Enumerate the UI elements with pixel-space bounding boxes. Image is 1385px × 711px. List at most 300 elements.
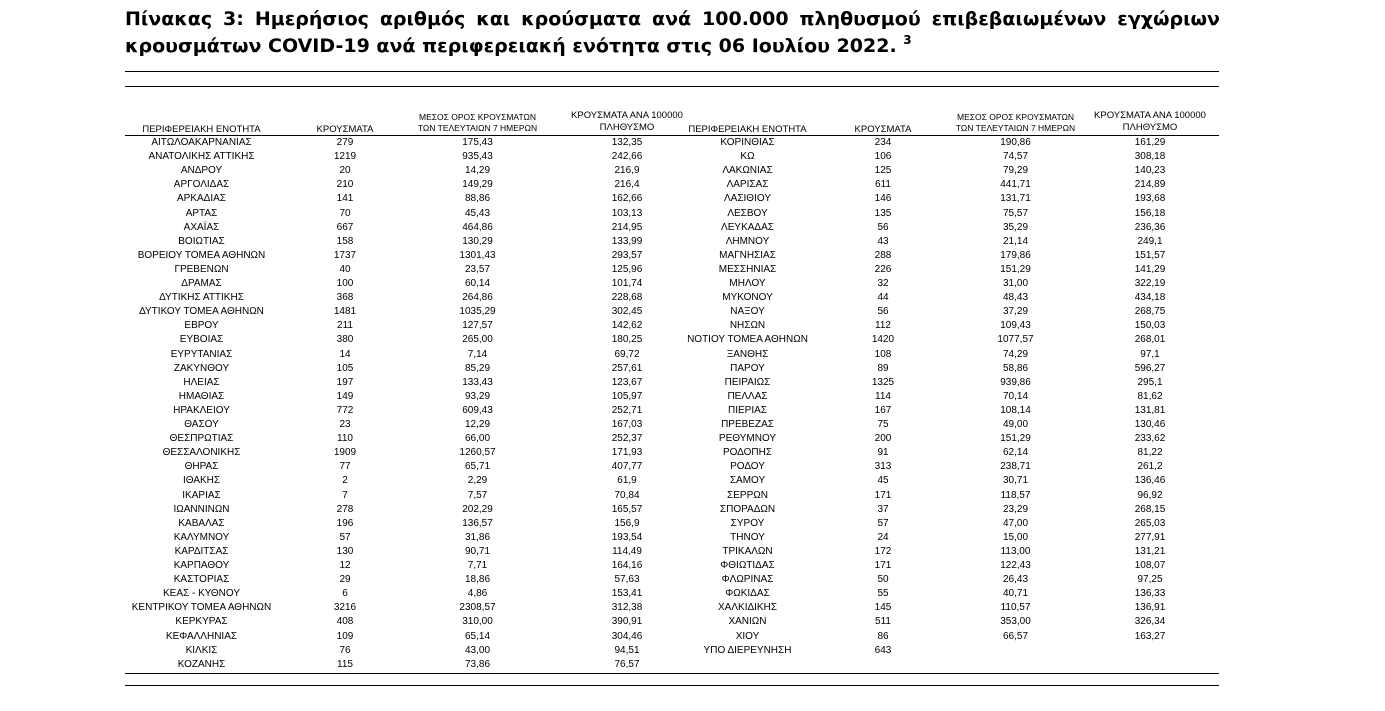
per100k-cell: 233,62 <box>1134 433 1166 445</box>
cases-cell: 55 <box>877 588 889 600</box>
table-row-right <box>125 362 1219 376</box>
per100k-cell: 151,57 <box>1134 249 1166 261</box>
region-cell: ΑΡΓΟΛΙΔΑΣ <box>173 179 230 191</box>
region-cell: ΘΗΡΑΣ <box>184 461 219 473</box>
region-cell: ΓΡΕΒΕΝΩΝ <box>174 263 229 275</box>
table-row-right <box>125 390 1219 404</box>
avg-cell: 264,86 <box>462 292 493 304</box>
region-cell: ΚΑΒΑΛΑΣ <box>178 517 225 529</box>
avg-cell: 7,57 <box>467 489 488 501</box>
region-cell: ΜΕΣΣΗΝΙΑΣ <box>718 263 777 275</box>
cases-cell: 37 <box>877 503 889 515</box>
region-cell: ΑΡΤΑΣ <box>185 207 218 219</box>
table-caption <box>125 6 1220 60</box>
avg-cell: 74,29 <box>1002 348 1029 360</box>
table-row-right <box>125 418 1219 432</box>
header-region-left: ΠΕΡΙΦΕΡΕΙΑΚΗ ΕΝΟΤΗΤΑ <box>142 124 261 135</box>
avg-cell: 939,86 <box>1000 376 1031 388</box>
table-row-right <box>125 460 1219 474</box>
region-cell: ΠΙΕΡΙΑΣ <box>728 404 767 416</box>
per100k-cell: 130,46 <box>1134 419 1166 430</box>
region-cell: ΝΑΞΟΥ <box>730 306 765 318</box>
cases-cell: 56 <box>877 221 889 233</box>
per100k-cell: 156,9 <box>614 517 640 529</box>
region-cell: ΙΚΑΡΙΑΣ <box>182 489 221 501</box>
cases-cell: 1420 <box>871 334 895 346</box>
per100k-cell: 108,07 <box>1134 560 1166 571</box>
avg-cell: 70,14 <box>1002 390 1029 402</box>
cases-cell: 75 <box>877 419 889 430</box>
cases-cell: 109 <box>336 630 354 642</box>
region-cell: ΧΑΝΙΩΝ <box>728 616 767 628</box>
cases-cell: 145 <box>874 602 892 614</box>
avg-cell: 12,29 <box>464 419 491 430</box>
region-cell: ΑΡΚΑΔΙΑΣ <box>177 193 226 205</box>
table-row-right <box>125 432 1219 446</box>
table-row-right <box>125 545 1219 559</box>
avg-cell: 310,00 <box>462 616 493 628</box>
table-row-right <box>125 474 1219 488</box>
region-cell: ΘΕΣΣΑΛΟΝΙΚΗΣ <box>162 447 241 459</box>
cases-cell: 197 <box>336 376 354 388</box>
per100k-cell: 268,15 <box>1134 503 1166 515</box>
avg-cell: 1077,57 <box>997 334 1034 346</box>
per100k-cell: 268,01 <box>1134 334 1166 346</box>
per100k-cell: 326,34 <box>1134 616 1166 628</box>
cases-cell: 44 <box>877 292 889 304</box>
region-cell: ΝΗΣΩΝ <box>729 320 766 332</box>
cases-cell: 130 <box>336 545 354 557</box>
cases-cell: 149 <box>336 390 354 402</box>
region-cell: ΜΑΓΝΗΣΙΑΣ <box>719 249 776 261</box>
avg-cell: 74,57 <box>1002 151 1029 163</box>
cases-cell: 56 <box>877 306 889 318</box>
cases-cell: 114 <box>875 390 891 402</box>
per100k-cell: 140,23 <box>1134 165 1166 177</box>
per100k-cell: 167,03 <box>611 419 643 430</box>
table-row-right <box>125 644 1219 658</box>
region-cell: ΗΡΑΚΛΕΙΟΥ <box>173 404 230 416</box>
per100k-cell: 293,57 <box>611 249 643 261</box>
table-row-right <box>125 291 1219 305</box>
avg-cell: 35,29 <box>1002 221 1029 233</box>
table-row-right <box>125 319 1219 333</box>
avg-cell: 66,57 <box>1002 630 1029 642</box>
cases-cell: 278 <box>336 503 354 515</box>
per100k-cell: 216,4 <box>614 179 640 191</box>
cases-cell: 171 <box>874 560 892 571</box>
cases-cell: 1481 <box>333 306 357 318</box>
cases-cell: 106 <box>874 151 892 163</box>
avg-cell: 441,71 <box>1000 179 1031 191</box>
avg-cell: 47,00 <box>1002 517 1029 529</box>
per100k-cell: 132,35 <box>611 137 643 148</box>
avg-cell: 90,71 <box>464 545 491 557</box>
table-row-right <box>125 277 1219 291</box>
per100k-cell: 193,68 <box>1134 193 1166 205</box>
avg-cell: 65,14 <box>464 630 491 642</box>
table-row-right <box>125 587 1219 601</box>
cases-cell: 380 <box>336 334 354 346</box>
avg-cell: 79,29 <box>1002 165 1029 177</box>
table-row-right <box>125 489 1219 503</box>
region-cell: ΔΡΑΜΑΣ <box>181 278 222 289</box>
region-cell: ΠΡΕΒΕΖΑΣ <box>721 419 774 430</box>
table-row-right <box>125 348 1219 362</box>
region-cell: ΑΙΤΩΛΟΑΚΑΡΝΑΝΙΑΣ <box>151 137 252 148</box>
cases-cell: 158 <box>336 235 354 247</box>
region-cell: ΥΠΟ ΔΙΕΡΕΥΝΗΣΗ <box>703 644 792 656</box>
avg-cell: 353,00 <box>1000 616 1031 628</box>
avg-cell: 62,14 <box>1002 447 1029 459</box>
cases-cell: 125 <box>874 165 892 177</box>
header-avg-left-1: ΜΕΣΟΣ ΟΡΟΣ ΚΡΟΥΣΜΑΤΩΝ <box>419 112 536 122</box>
avg-cell: 113,00 <box>1000 545 1031 557</box>
header-per100k-left-2: ΠΛΗΘΥΣΜΟ <box>599 122 655 133</box>
avg-cell: 609,43 <box>462 404 493 416</box>
cases-cell: 23 <box>339 419 351 430</box>
region-cell: ΛΑΚΩΝΙΑΣ <box>722 165 773 177</box>
per100k-cell: 97,1 <box>1140 348 1160 360</box>
header-per100k-left-1: ΚΡΟΥΣΜΑΤΑ ΑΝΑ 100000 <box>571 110 683 121</box>
avg-cell: 37,29 <box>1002 306 1029 318</box>
per100k-cell: 81,62 <box>1137 390 1163 402</box>
cases-cell: 210 <box>336 179 354 191</box>
table-header <box>125 108 1219 136</box>
header-per100k-right-2: ΠΛΗΘΥΣΜΟ <box>1122 122 1178 133</box>
cases-cell: 171 <box>874 489 892 501</box>
avg-cell: 118,57 <box>1000 489 1031 501</box>
cases-cell: 20 <box>339 165 351 177</box>
region-cell: ΑΝΔΡΟΥ <box>180 165 223 177</box>
table-row-right <box>125 503 1219 517</box>
avg-cell: 122,43 <box>1000 560 1031 571</box>
region-cell: ΠΕΛΛΑΣ <box>727 390 768 402</box>
region-cell: ΛΑΣΙΘΙΟΥ <box>724 193 771 205</box>
cases-cell: 611 <box>875 179 891 191</box>
avg-cell: 23,29 <box>1002 503 1029 515</box>
table-row-right <box>125 573 1219 587</box>
cases-cell: 89 <box>877 362 889 374</box>
table-row-right <box>125 249 1219 263</box>
cases-cell: 2 <box>342 475 348 487</box>
cases-cell: 57 <box>339 531 351 543</box>
cases-cell: 643 <box>874 644 892 656</box>
header-cases-right: ΚΡΟΥΣΜΑΤΑ <box>854 124 912 135</box>
header-region-right: ΠΕΡΙΦΕΡΕΙΑΚΗ ΕΝΟΤΗΤΑ <box>688 124 807 135</box>
per100k-cell: 257,61 <box>611 362 643 374</box>
table-row-right <box>125 446 1219 460</box>
cases-cell: 234 <box>874 137 892 148</box>
avg-cell: 127,57 <box>462 320 493 332</box>
per100k-cell: 76,57 <box>614 658 640 670</box>
region-cell: ΛΕΥΚΑΔΑΣ <box>721 221 774 233</box>
region-cell: ΔΥΤΙΚΟΥ ΤΟΜΕΑ ΑΘΗΝΩΝ <box>139 306 264 318</box>
header-cases-left: ΚΡΟΥΣΜΑΤΑ <box>316 124 374 135</box>
region-cell: ΛΑΡΙΣΑΣ <box>726 179 769 191</box>
region-cell: ΗΛΕΙΑΣ <box>183 376 220 388</box>
region-cell: ΘΕΣΠΡΩΤΙΑΣ <box>169 433 234 445</box>
cases-cell: 77 <box>339 461 351 473</box>
cases-cell: 288 <box>874 249 892 261</box>
region-cell: ΚΕΦΑΛΛΗΝΙΑΣ <box>165 630 238 642</box>
avg-cell: 65,71 <box>464 461 491 473</box>
avg-cell: 49,00 <box>1002 419 1029 430</box>
avg-cell: 21,14 <box>1002 235 1029 247</box>
bottom-rule-2 <box>125 685 1219 686</box>
per100k-cell: 105,97 <box>611 390 643 402</box>
table-row-right <box>125 150 1219 164</box>
avg-cell: 23,57 <box>464 263 491 275</box>
avg-cell: 26,43 <box>1002 574 1029 586</box>
table-row-right <box>125 615 1219 629</box>
per100k-cell: 407,77 <box>611 461 643 473</box>
cases-cell: 14 <box>339 348 351 360</box>
avg-cell: 75,57 <box>1002 207 1029 219</box>
cases-cell: 91 <box>877 447 889 459</box>
per100k-cell: 242,66 <box>611 151 643 163</box>
per100k-cell: 97,25 <box>1137 574 1163 586</box>
avg-cell: 130,29 <box>462 235 493 247</box>
cases-cell: 1325 <box>871 376 895 388</box>
per100k-cell: 171,93 <box>611 447 643 459</box>
avg-cell: 2,29 <box>467 475 488 487</box>
avg-cell: 131,71 <box>1000 193 1031 205</box>
cases-cell: 1909 <box>333 447 357 459</box>
cases-cell: 511 <box>875 616 891 628</box>
region-cell: ΔΥΤΙΚΗΣ ΑΤΤΙΚΗΣ <box>159 292 244 304</box>
region-cell: ΚΟΖΑΝΗΣ <box>177 658 226 670</box>
region-cell: ΜΗΛΟΥ <box>729 278 766 289</box>
region-cell: ΚΑΛΥΜΝΟΥ <box>173 531 230 543</box>
cases-cell: 368 <box>336 292 354 304</box>
cases-cell: 772 <box>336 404 354 416</box>
cases-cell: 200 <box>874 433 892 445</box>
avg-cell: 175,43 <box>462 137 493 148</box>
avg-cell: 110,57 <box>1000 602 1031 614</box>
per100k-cell: 249,1 <box>1137 235 1163 247</box>
table-row-right <box>125 517 1219 531</box>
footnote-ref: 3 <box>903 33 912 47</box>
cases-cell: 196 <box>336 517 354 529</box>
table-row-right <box>125 164 1219 178</box>
avg-cell: 149,29 <box>462 179 493 191</box>
region-cell: ΚΕΝΤΡΙΚΟΥ ΤΟΜΕΑ ΑΘΗΝΩΝ <box>131 602 272 614</box>
cases-cell: 86 <box>877 630 889 642</box>
avg-cell: 179,86 <box>1000 249 1031 261</box>
cases-cell: 408 <box>336 616 354 628</box>
per100k-cell: 141,29 <box>1134 263 1166 275</box>
avg-cell: 1260,57 <box>459 447 496 459</box>
per100k-cell: 96,92 <box>1137 489 1163 501</box>
region-cell: ΡΟΔΟΥ <box>730 461 765 473</box>
avg-cell: 151,29 <box>1000 263 1031 275</box>
cases-cell: 6 <box>342 588 348 600</box>
cases-cell: 167 <box>874 404 892 416</box>
avg-cell: 238,71 <box>1000 461 1031 473</box>
cases-cell: 115 <box>337 658 353 670</box>
per100k-cell: 214,89 <box>1134 179 1166 191</box>
per100k-cell: 142,62 <box>611 320 643 332</box>
per100k-cell: 252,37 <box>611 433 643 445</box>
per100k-cell: 153,41 <box>611 588 643 600</box>
region-cell: ΦΩΚΙΔΑΣ <box>725 588 770 600</box>
avg-cell: 108,14 <box>1000 404 1031 416</box>
per100k-cell: 131,81 <box>1134 404 1166 416</box>
region-cell: ΡΕΘΥΜΝΟΥ <box>718 433 777 445</box>
region-cell: ΚΩ <box>740 151 755 163</box>
avg-cell: 133,43 <box>462 376 493 388</box>
region-cell: ΧΙΟΥ <box>735 630 760 642</box>
cases-cell: 7 <box>342 489 348 501</box>
top-rule-2 <box>125 86 1219 87</box>
avg-cell: 15,00 <box>1002 531 1029 543</box>
region-cell: ΗΜΑΘΙΑΣ <box>178 390 225 402</box>
avg-cell: 202,29 <box>462 503 493 515</box>
per100k-cell: 123,67 <box>611 376 643 388</box>
region-cell: ΣΕΡΡΩΝ <box>727 489 768 501</box>
per100k-cell: 133,99 <box>611 235 643 247</box>
avg-cell: 66,00 <box>464 433 491 445</box>
cases-cell: 172 <box>874 545 892 557</box>
region-cell: ΙΘΑΚΗΣ <box>182 475 221 487</box>
cases-cell: 3216 <box>333 602 357 614</box>
region-cell: ΕΒΡΟΥ <box>184 320 219 332</box>
avg-cell: 18,86 <box>464 574 491 586</box>
avg-cell: 151,29 <box>1000 433 1031 445</box>
region-cell: ΛΗΜΝΟΥ <box>725 235 770 247</box>
avg-cell: 1035,29 <box>459 306 496 318</box>
region-cell: ΚΑΡΔΙΤΣΑΣ <box>174 545 229 557</box>
region-cell: ΑΝΑΤΟΛΙΚΗΣ ΑΤΤΙΚΗΣ <box>148 151 255 163</box>
per100k-cell: 125,96 <box>611 263 643 275</box>
bottom-rule <box>125 673 1219 674</box>
per100k-cell: 277,91 <box>1134 531 1166 543</box>
cases-cell: 1737 <box>333 249 357 261</box>
cases-cell: 313 <box>874 461 892 473</box>
table-row-left <box>125 658 1219 672</box>
region-cell: ΚΙΛΚΙΣ <box>185 644 218 656</box>
per100k-cell: 70,84 <box>614 489 640 501</box>
region-cell: ΚΑΡΠΑΘΟΥ <box>173 560 230 571</box>
cases-cell: 45 <box>877 475 889 487</box>
avg-cell: 40,71 <box>1002 588 1029 600</box>
avg-cell: 190,86 <box>1000 137 1031 148</box>
avg-cell: 265,00 <box>462 334 493 346</box>
region-cell: ΕΥΡΥΤΑΝΙΑΣ <box>170 348 233 360</box>
region-cell: ΣΥΡΟΥ <box>730 517 765 529</box>
per100k-cell: 596,27 <box>1134 362 1166 374</box>
cases-cell: 135 <box>874 207 892 219</box>
cases-cell: 29 <box>339 574 351 586</box>
per100k-cell: 302,45 <box>611 306 643 318</box>
region-cell: ΖΑΚΥΝΘΟΥ <box>173 362 230 374</box>
cases-cell: 40 <box>339 263 351 275</box>
caption-text: Πίνακας 3: Ημερήσιος αριθμός και κρούσματα ανά 100.000 πληθυσμού επιβεβαιωμένων εγχώριων κρουσμάτων COVID-19 ανά περιφερειακή ενότητα στις 06 Ιουλίου 2022. <box>125 8 1220 57</box>
region-cell: ΘΑΣΟΥ <box>184 419 219 430</box>
per100k-cell: 150,03 <box>1134 320 1166 332</box>
avg-cell: 58,86 <box>1002 362 1029 374</box>
avg-cell: 48,43 <box>1002 292 1029 304</box>
per100k-cell: 57,63 <box>614 574 640 586</box>
header-avg-left-2: ΤΩΝ ΤΕΛΕΥΤΑΙΩΝ 7 ΗΜΕΡΩΝ <box>417 123 538 133</box>
cases-cell: 50 <box>877 574 889 586</box>
cases-cell: 105 <box>336 362 354 374</box>
region-cell: ΤΡΙΚΑΛΩΝ <box>722 545 773 557</box>
cases-cell: 1219 <box>333 151 357 163</box>
per100k-cell: 268,75 <box>1134 306 1166 318</box>
avg-cell: 85,29 <box>464 362 491 374</box>
region-cell: ΧΑΛΚΙΔΙΚΗΣ <box>718 602 777 614</box>
per100k-cell: 136,46 <box>1134 475 1166 487</box>
cases-cell: 32 <box>877 278 889 289</box>
cases-cell: 76 <box>339 644 351 656</box>
header-avg-right-2: ΤΩΝ ΤΕΛΕΥΤΑΙΩΝ 7 ΗΜΕΡΩΝ <box>955 123 1076 133</box>
per100k-cell: 228,68 <box>611 292 643 304</box>
region-cell: ΙΩΑΝΝΙΝΩΝ <box>173 503 230 515</box>
per100k-cell: 114,49 <box>612 545 642 557</box>
per100k-cell: 61,9 <box>617 475 637 487</box>
table-row-right <box>125 559 1219 573</box>
cases-cell: 226 <box>874 263 892 275</box>
avg-cell: 31,86 <box>464 531 491 543</box>
region-cell: ΑΧΑΪΑΣ <box>183 221 220 233</box>
avg-cell: 464,86 <box>462 221 493 233</box>
region-cell: ΚΕΡΚΥΡΑΣ <box>175 616 228 628</box>
per100k-cell: 161,29 <box>1134 137 1166 148</box>
region-cell: ΤΗΝΟΥ <box>730 531 765 543</box>
cases-cell: 12 <box>339 560 351 571</box>
cases-cell: 279 <box>336 137 354 148</box>
region-cell: ΚΕΑΣ - ΚΥΘΝΟΥ <box>163 588 240 600</box>
per100k-cell: 295,1 <box>1137 376 1163 388</box>
cases-cell: 100 <box>336 278 354 289</box>
table-row-right <box>125 263 1219 277</box>
per100k-cell: 69,72 <box>614 348 640 360</box>
per100k-cell: 81,22 <box>1137 447 1163 459</box>
per100k-cell: 156,18 <box>1134 207 1166 219</box>
per100k-cell: 165,57 <box>611 503 643 515</box>
table-row-right <box>125 305 1219 319</box>
per100k-cell: 214,95 <box>611 221 643 233</box>
table-row-right <box>125 404 1219 418</box>
per100k-cell: 390,91 <box>611 616 643 628</box>
region-cell: ΜΥΚΟΝΟΥ <box>722 292 773 304</box>
avg-cell: 935,43 <box>462 151 493 163</box>
cases-cell: 110 <box>337 433 353 445</box>
avg-cell: 45,43 <box>464 207 491 219</box>
cases-cell: 24 <box>877 531 889 543</box>
avg-cell: 31,00 <box>1002 278 1029 289</box>
table-row-right <box>125 531 1219 545</box>
per100k-cell: 136,91 <box>1134 602 1166 614</box>
avg-cell: 43,00 <box>464 644 491 656</box>
cases-cell: 667 <box>336 221 354 233</box>
avg-cell: 14,29 <box>464 165 491 177</box>
cases-cell: 57 <box>877 517 889 529</box>
per100k-cell: 94,51 <box>614 644 640 656</box>
cases-cell: 43 <box>877 235 889 247</box>
table-row-right <box>125 136 1219 150</box>
cases-cell: 70 <box>339 207 351 219</box>
header-avg-right-1: ΜΕΣΟΣ ΟΡΟΣ ΚΡΟΥΣΜΑΤΩΝ <box>957 112 1074 122</box>
per100k-cell: 103,13 <box>611 207 643 219</box>
per100k-cell: 265,03 <box>1134 517 1166 529</box>
per100k-cell: 193,54 <box>611 531 643 543</box>
avg-cell: 93,29 <box>464 390 491 402</box>
per100k-cell: 236,36 <box>1134 221 1166 233</box>
table-row-right <box>125 630 1219 644</box>
